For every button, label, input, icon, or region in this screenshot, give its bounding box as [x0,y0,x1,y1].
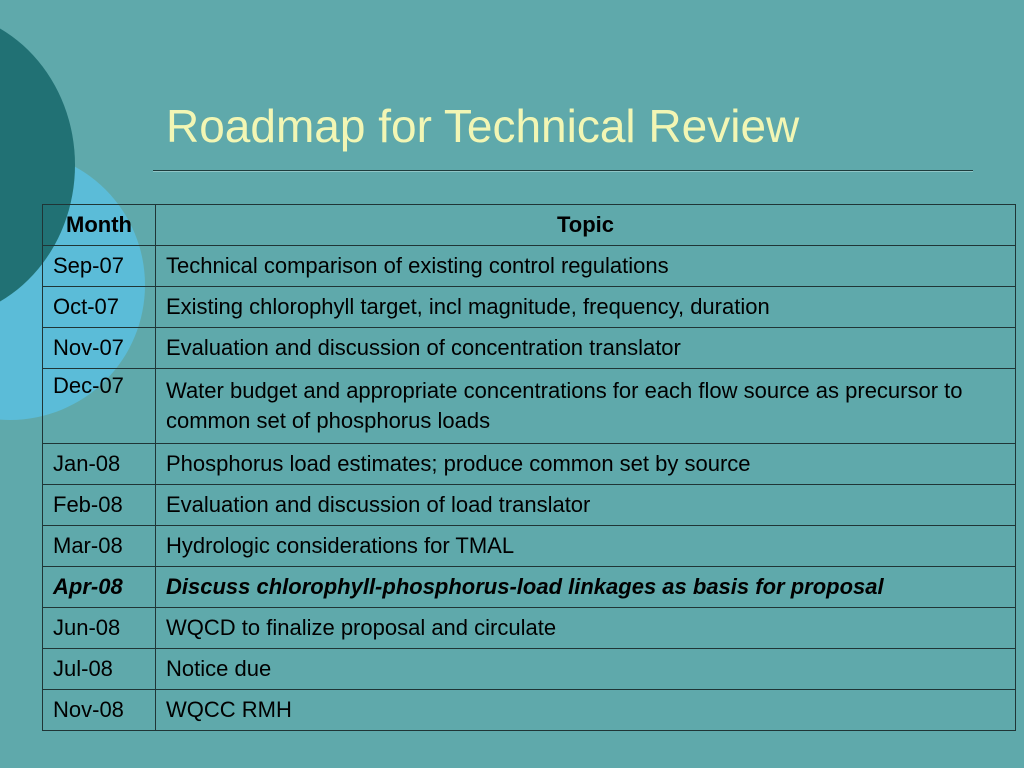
column-header-topic: Topic [156,205,1016,246]
title-divider [153,170,973,171]
topic-cell: WQCD to finalize proposal and circulate [156,608,1016,649]
topic-cell: Technical comparison of existing control regulations [156,246,1016,287]
month-cell: Dec-07 [43,369,156,444]
month-cell: Oct-07 [43,287,156,328]
topic-cell: Existing chlorophyll target, incl magnitude, frequency, duration [156,287,1016,328]
table-row [43,485,1016,526]
table-row [43,444,1016,485]
topic-cell: Phosphorus load estimates; produce common set by source [156,444,1016,485]
topic-cell: Hydrologic considerations for TMAL [156,526,1016,567]
table-row [43,369,1016,444]
topic-cell: Discuss chlorophyll-phosphorus-load linkages as basis for proposal [156,567,1016,608]
table-row [43,608,1016,649]
month-cell: Jun-08 [43,608,156,649]
table-row [43,649,1016,690]
slide-title: Roadmap for Technical Review [166,100,800,152]
month-cell: Mar-08 [43,526,156,567]
month-cell: Nov-07 [43,328,156,369]
topic-cell: Evaluation and discussion of concentration translator [156,328,1016,369]
month-cell: Feb-08 [43,485,156,526]
topic-cell: Evaluation and discussion of load translator [156,485,1016,526]
table-row [43,287,1016,328]
table-row [43,328,1016,369]
month-cell: Nov-08 [43,690,156,731]
table-header-row [43,205,1016,246]
table-row [43,246,1016,287]
month-cell: Sep-07 [43,246,156,287]
month-cell: Jan-08 [43,444,156,485]
table-row-highlighted [43,567,1016,608]
column-header-month: Month [43,205,156,246]
topic-cell: WQCC RMH [156,690,1016,731]
table-row [43,690,1016,731]
month-cell: Jul-08 [43,649,156,690]
roadmap-table [42,204,1016,731]
topic-cell: Water budget and appropriate concentrations for each flow source as precursor to common set of phosphorus loads [156,369,1016,444]
month-cell: Apr-08 [43,567,156,608]
table-row [43,526,1016,567]
topic-cell: Notice due [156,649,1016,690]
